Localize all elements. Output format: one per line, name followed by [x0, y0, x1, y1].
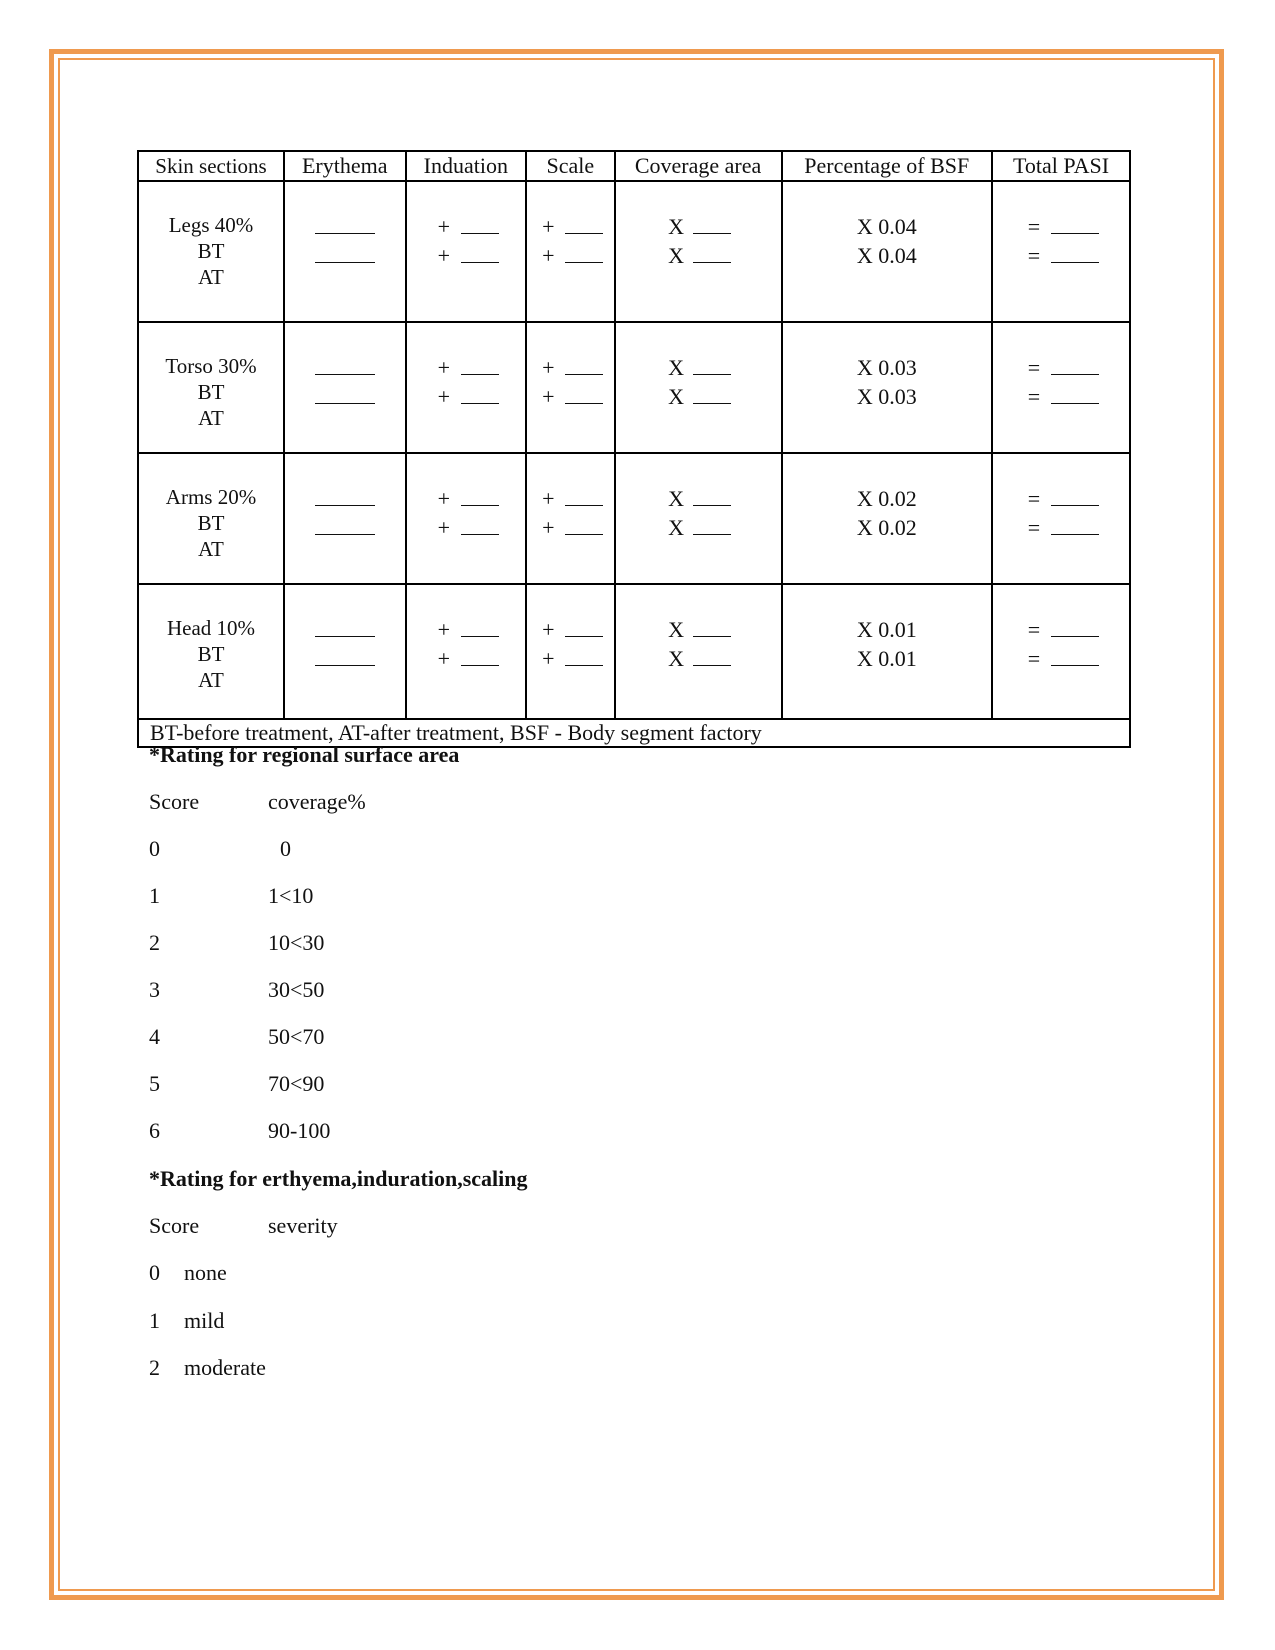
scale-at-blank[interactable] [565, 647, 603, 666]
times-sign: X [668, 214, 684, 239]
induation-bt-blank[interactable] [461, 356, 499, 375]
section-at-label: AT [198, 537, 224, 561]
rating-score: 1 [149, 1307, 160, 1333]
plus-sign: + [542, 243, 555, 268]
rating-score: 2 [149, 930, 160, 955]
bsf-at-factor: X 0.03 [856, 384, 917, 409]
area-rating-title: *Rating for regional surface area [149, 742, 460, 767]
total-pasi-cell [992, 453, 1130, 584]
scale-cell [526, 322, 614, 453]
plus-sign: + [542, 486, 555, 511]
plus-sign: + [542, 214, 555, 239]
section-name: Arms 20% [165, 485, 257, 509]
erythema-at-blank[interactable] [315, 516, 375, 535]
rating-value: 30<50 [268, 977, 325, 1002]
bsf-cell [782, 181, 993, 322]
coverage-cell [615, 322, 782, 453]
bsf-cell [782, 322, 993, 453]
header-scale: Scale [526, 151, 614, 181]
skin-section-cell [138, 584, 284, 719]
section-name: Head 10% [166, 616, 256, 640]
times-sign: X [668, 617, 684, 642]
plus-sign: + [437, 646, 450, 671]
severity-rating-title: *Rating for erthyema,induration,scaling [149, 1166, 528, 1191]
coverage-bt-blank[interactable] [693, 487, 731, 506]
equals-sign: = [1027, 355, 1041, 380]
coverage-cell [615, 181, 782, 322]
section-bt-label: BT [197, 380, 225, 404]
rating-value: 90-100 [268, 1118, 331, 1143]
rating-score: 2 [149, 1355, 160, 1380]
scale-at-blank[interactable] [565, 244, 603, 263]
total-at-blank[interactable] [1051, 244, 1099, 263]
erythema-at-blank[interactable] [315, 244, 375, 263]
severity-score-header: Score [149, 1213, 200, 1238]
header-percentage-bsf: Percentage of BSF [782, 151, 993, 181]
total-bt-blank[interactable] [1051, 487, 1099, 506]
total-pasi-cell [992, 181, 1130, 322]
bsf-cell [782, 584, 993, 719]
pasi-table [137, 150, 1131, 748]
header-skin-sections: Skin sections [138, 151, 284, 181]
total-at-blank[interactable] [1051, 385, 1099, 404]
plus-sign: + [437, 486, 450, 511]
bsf-at-factor: X 0.02 [856, 515, 917, 540]
erythema-cell [284, 322, 406, 453]
coverage-at-blank[interactable] [693, 385, 731, 404]
rating-value: moderate [184, 1355, 266, 1380]
erythema-at-blank[interactable] [315, 647, 375, 666]
induation-at-blank[interactable] [461, 647, 499, 666]
total-at-blank[interactable] [1051, 516, 1099, 535]
skin-section-cell [138, 453, 284, 584]
equals-sign: = [1027, 515, 1041, 540]
skin-section-cell [138, 322, 284, 453]
induation-at-blank[interactable] [461, 244, 499, 263]
section-bt-label: BT [197, 511, 225, 535]
scale-cell [526, 181, 614, 322]
total-pasi-cell [992, 322, 1130, 453]
scale-bt-blank[interactable] [565, 618, 603, 637]
bsf-cell [782, 453, 993, 584]
plus-sign: + [542, 515, 555, 540]
rating-score: 0 [149, 836, 160, 861]
coverage-cell [615, 453, 782, 584]
section-bt-label: BT [197, 239, 225, 263]
coverage-at-blank[interactable] [693, 647, 731, 666]
area-score-header: Score [149, 789, 200, 814]
induation-cell [406, 584, 527, 719]
induation-cell [406, 181, 527, 322]
bsf-bt-factor: X 0.02 [856, 486, 917, 511]
rating-value: 0 [280, 836, 291, 861]
erythema-cell [284, 181, 406, 322]
plus-sign: + [437, 384, 450, 409]
table-row [138, 453, 1130, 584]
bsf-bt-factor: X 0.01 [856, 617, 917, 642]
times-sign: X [668, 646, 684, 671]
total-bt-blank[interactable] [1051, 215, 1099, 234]
section-at-label: AT [198, 406, 224, 430]
equals-sign: = [1027, 243, 1041, 268]
table-row [138, 322, 1130, 453]
induation-at-blank[interactable] [461, 516, 499, 535]
section-at-label: AT [198, 265, 224, 289]
section-name: Torso 30% [165, 354, 257, 378]
bsf-bt-factor: X 0.04 [856, 214, 917, 239]
coverage-at-blank[interactable] [693, 244, 731, 263]
rating-score: 4 [149, 1024, 160, 1049]
rating-score: 5 [149, 1071, 160, 1096]
plus-sign: + [542, 355, 555, 380]
equals-sign: = [1027, 214, 1041, 239]
header-induation: Induation [406, 151, 527, 181]
scale-bt-blank[interactable] [565, 487, 603, 506]
induation-cell [406, 322, 527, 453]
total-pasi-cell [992, 584, 1130, 719]
total-bt-blank[interactable] [1051, 356, 1099, 375]
scale-bt-blank[interactable] [565, 356, 603, 375]
rating-value: 50<70 [268, 1024, 325, 1049]
rating-value: mild [184, 1307, 225, 1333]
plus-sign: + [542, 617, 555, 642]
section-bt-label: BT [197, 642, 225, 666]
bsf-bt-factor: X 0.03 [856, 355, 917, 380]
erythema-bt-blank[interactable] [315, 487, 375, 506]
equals-sign: = [1027, 646, 1041, 671]
times-sign: X [668, 486, 684, 511]
table-row [138, 181, 1130, 322]
erythema-bt-blank[interactable] [315, 356, 375, 375]
induation-bt-blank[interactable] [461, 618, 499, 637]
equals-sign: = [1027, 486, 1041, 511]
area-value-header: coverage% [268, 789, 366, 814]
total-at-blank[interactable] [1051, 647, 1099, 666]
rating-value: 70<90 [268, 1071, 325, 1096]
induation-bt-blank[interactable] [461, 215, 499, 234]
header-total-pasi: Total PASI [992, 151, 1130, 181]
header-coverage-area: Coverage area [615, 151, 782, 181]
table-footnote: BT-before treatment, AT-after treatment, BSF - Body segment factory [138, 719, 1130, 747]
coverage-at-blank[interactable] [693, 516, 731, 535]
skin-section-cell [138, 181, 284, 322]
rating-value: 10<30 [268, 930, 325, 955]
rating-score: 6 [149, 1118, 160, 1143]
rating-value: 1<10 [268, 883, 314, 908]
erythema-bt-blank[interactable] [315, 618, 375, 637]
times-sign: X [668, 384, 684, 409]
total-bt-blank[interactable] [1051, 618, 1099, 637]
scale-at-blank[interactable] [565, 516, 603, 535]
induation-at-blank[interactable] [461, 385, 499, 404]
rating-score: 1 [149, 883, 160, 908]
plus-sign: + [437, 515, 450, 540]
section-at-label: AT [198, 668, 224, 692]
induation-bt-blank[interactable] [461, 487, 499, 506]
times-sign: X [668, 355, 684, 380]
bsf-at-factor: X 0.04 [856, 243, 917, 268]
coverage-bt-blank[interactable] [693, 356, 731, 375]
plus-sign: + [437, 617, 450, 642]
plus-sign: + [542, 384, 555, 409]
scale-bt-blank[interactable] [565, 215, 603, 234]
coverage-cell [615, 584, 782, 719]
rating-score: 3 [149, 977, 160, 1002]
plus-sign: + [437, 355, 450, 380]
erythema-cell [284, 453, 406, 584]
table-row [138, 584, 1130, 719]
erythema-at-blank[interactable] [315, 385, 375, 404]
coverage-bt-blank[interactable] [693, 618, 731, 637]
scale-at-blank[interactable] [565, 385, 603, 404]
scale-cell [526, 584, 614, 719]
scale-cell [526, 453, 614, 584]
induation-cell [406, 453, 527, 584]
times-sign: X [668, 515, 684, 540]
erythema-cell [284, 584, 406, 719]
bsf-at-factor: X 0.01 [856, 646, 917, 671]
coverage-bt-blank[interactable] [693, 215, 731, 234]
rating-score: 0 [149, 1260, 160, 1285]
plus-sign: + [542, 646, 555, 671]
severity-value-header: severity [268, 1213, 338, 1238]
equals-sign: = [1027, 384, 1041, 409]
rating-value: none [184, 1260, 227, 1285]
section-name: Legs 40% [168, 213, 254, 237]
plus-sign: + [437, 243, 450, 268]
times-sign: X [668, 243, 684, 268]
equals-sign: = [1027, 617, 1041, 642]
erythema-bt-blank[interactable] [315, 215, 375, 234]
header-erythema: Erythema [284, 151, 406, 181]
table-header-row [138, 151, 1130, 181]
plus-sign: + [437, 214, 450, 239]
